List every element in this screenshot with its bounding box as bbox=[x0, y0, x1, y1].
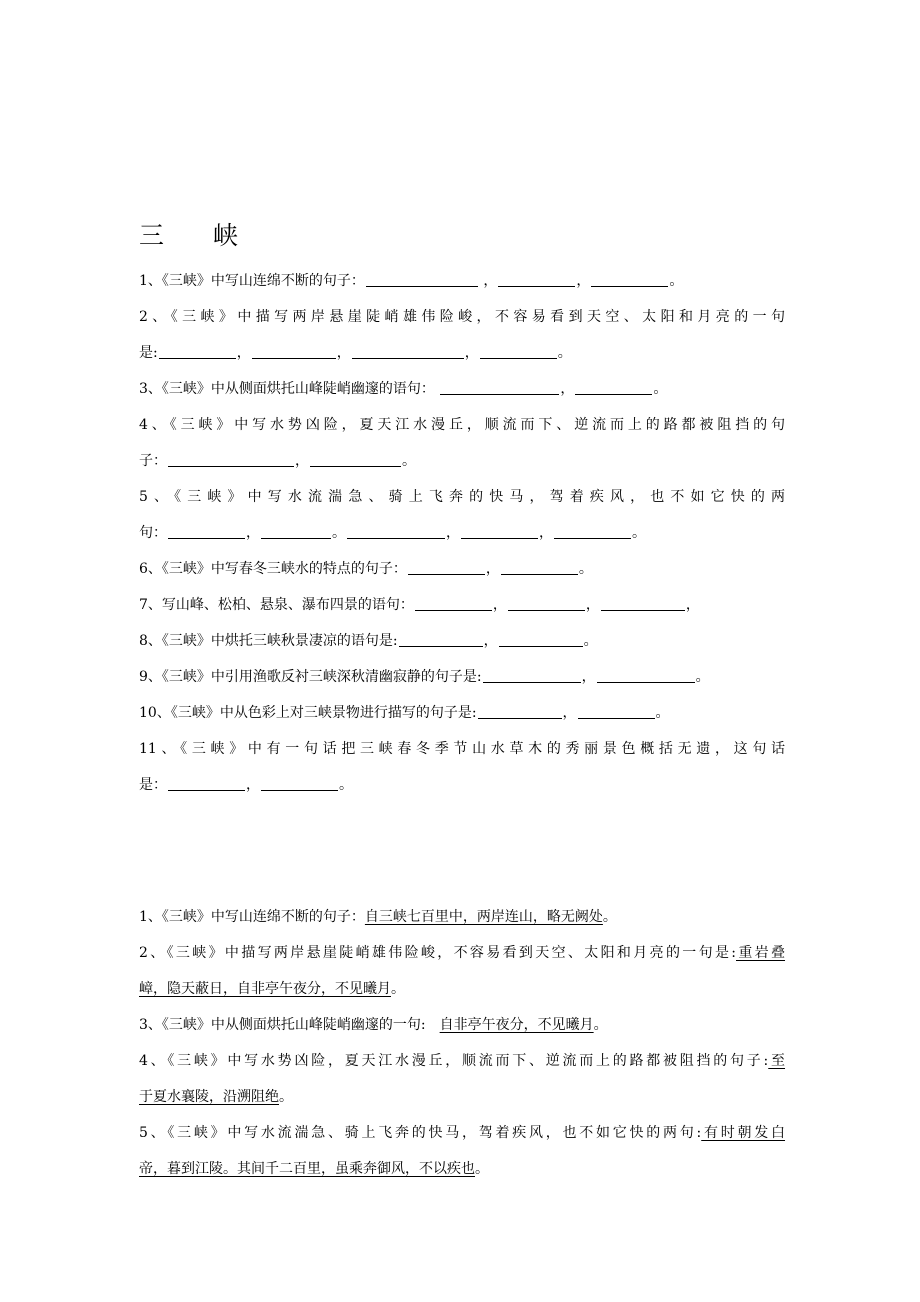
answer-blank[interactable] bbox=[261, 524, 331, 539]
answer-4-line: 4、《三峡》中写水势凶险，夏天江水漫丘，顺流而下、逆流而上的路都被阻挡的句子:至 bbox=[139, 1053, 786, 1069]
question-11-line: 是： ， 。 bbox=[139, 777, 353, 793]
answer-blank[interactable] bbox=[575, 380, 652, 395]
answer-1-line: 1、《三峡》中写山连绵不断的句子：自三峡七百里中，两岸连山，略无阙处。 bbox=[139, 909, 617, 925]
answer-blank[interactable] bbox=[591, 272, 668, 287]
question-9-line: 9、《三峡》中引用渔歌反衬三峡深秋清幽寂静的句子是: ， 。 bbox=[139, 669, 710, 685]
answers-section bbox=[139, 899, 785, 1187]
question-4-line: 子： ， 。 bbox=[139, 453, 416, 469]
answer-text: 有时朝发白 bbox=[701, 1125, 786, 1141]
question-6-line: 6、《三峡》中写春冬三峡水的特点的句子： ， 。 bbox=[139, 561, 593, 577]
answer-blank[interactable] bbox=[399, 632, 483, 647]
answer-blank[interactable] bbox=[480, 344, 557, 359]
answer-blank[interactable] bbox=[352, 344, 464, 359]
question-1-line: 1、《三峡》中写山连绵不断的句子： ， ， 。 bbox=[139, 273, 684, 289]
question-3-line: 3、《三峡》中从侧面烘托山峰陡峭幽邃的语句： ， 。 bbox=[139, 381, 668, 397]
answer-blank[interactable] bbox=[498, 272, 575, 287]
answer-blank[interactable] bbox=[440, 380, 559, 395]
answer-blank[interactable] bbox=[408, 560, 485, 575]
answer-blank[interactable] bbox=[415, 596, 492, 611]
answer-text: 自非亭午夜分，不见曦月 bbox=[439, 1017, 594, 1033]
questions-section bbox=[139, 263, 785, 803]
answer-blank[interactable] bbox=[501, 560, 578, 575]
answer-text: 嶂，隐天蔽日，自非亭午夜分，不见曦月 bbox=[139, 981, 391, 997]
answer-5-line: 帝，暮到江陵。其间千二百里，虽乘奔御风，不以疾也。 bbox=[139, 1161, 489, 1177]
answer-blank[interactable] bbox=[252, 344, 336, 359]
question-5-line: 句： ， 。 ， ， 。 bbox=[139, 525, 646, 541]
answer-blank[interactable] bbox=[578, 704, 655, 719]
answer-text: 重岩叠 bbox=[736, 945, 786, 961]
answer-blank[interactable] bbox=[597, 668, 695, 683]
answer-2-line: 嶂，隐天蔽日，自非亭午夜分，不见曦月。 bbox=[139, 981, 405, 997]
answer-text: 帝，暮到江陵。其间千二百里，虽乘奔御风，不以疾也 bbox=[139, 1161, 475, 1177]
question-11-line: 11、《三峡》中有一句话把三峡春冬季节山水草木的秀丽景色概括无遗，这句话 bbox=[139, 741, 785, 757]
answer-blank[interactable] bbox=[310, 452, 401, 467]
answer-text: 于夏水襄陵，沿溯阻绝 bbox=[139, 1089, 279, 1105]
answer-2-line: 2、《三峡》中描写两岸悬崖陡峭雄伟险峻，不容易看到天空、太阳和月亮的一句是:重岩叠 bbox=[139, 945, 786, 961]
question-7-line: 7、写山峰、松柏、悬泉、瀑布四景的语句： ， ， ， bbox=[139, 597, 700, 613]
document-title: 三 峡 bbox=[139, 221, 251, 250]
question-10-line: 10、《三峡》中从色彩上对三峡景物进行描写的句子是: ， 。 bbox=[139, 705, 670, 721]
answer-blank[interactable] bbox=[261, 776, 338, 791]
answer-blank[interactable] bbox=[168, 524, 245, 539]
question-4-line: 4、《三峡》中写水势凶险，夏天江水漫丘，顺流而下、逆流而上的路都被阻挡的句 bbox=[139, 417, 785, 433]
question-2-line: 2、《三峡》中描写两岸悬崖陡峭雄伟险峻，不容易看到天空、太阳和月亮的一句 bbox=[139, 309, 785, 325]
answer-5-line: 5、《三峡》中写水流湍急、骑上飞奔的快马，驾着疾风，也不如它快的两句:有时朝发白 bbox=[139, 1125, 786, 1141]
answer-blank[interactable] bbox=[483, 668, 581, 683]
question-8-line: 8、《三峡》中烘托三峡秋景凄凉的语句是: ， 。 bbox=[139, 633, 598, 649]
question-5-line: 5、《三峡》中写水流湍急、骑上飞奔的快马，驾着疾风，也不如它快的两 bbox=[139, 489, 785, 505]
answer-blank[interactable] bbox=[601, 596, 685, 611]
answer-blank[interactable] bbox=[499, 632, 583, 647]
answer-blank[interactable] bbox=[554, 524, 631, 539]
answer-text: 至 bbox=[768, 1053, 786, 1069]
question-2-line: 是: ， ， ， 。 bbox=[139, 345, 572, 361]
answer-blank[interactable] bbox=[478, 704, 562, 719]
answer-blank[interactable] bbox=[508, 596, 585, 611]
answer-4-line: 于夏水襄陵，沿溯阻绝。 bbox=[139, 1089, 293, 1105]
answer-blank[interactable] bbox=[159, 344, 236, 359]
answer-blank[interactable] bbox=[347, 524, 445, 539]
answer-text: 自三峡七百里中，两岸连山，略无阙处 bbox=[364, 909, 603, 925]
answer-blank[interactable] bbox=[168, 452, 294, 467]
answer-blank[interactable] bbox=[366, 272, 478, 287]
answer-3-line: 3、《三峡》中从侧面烘托山峰陡峭幽邃的一句: 自非亭午夜分，不见曦月。 bbox=[139, 1017, 608, 1033]
answer-blank[interactable] bbox=[461, 524, 538, 539]
answer-blank[interactable] bbox=[168, 776, 245, 791]
